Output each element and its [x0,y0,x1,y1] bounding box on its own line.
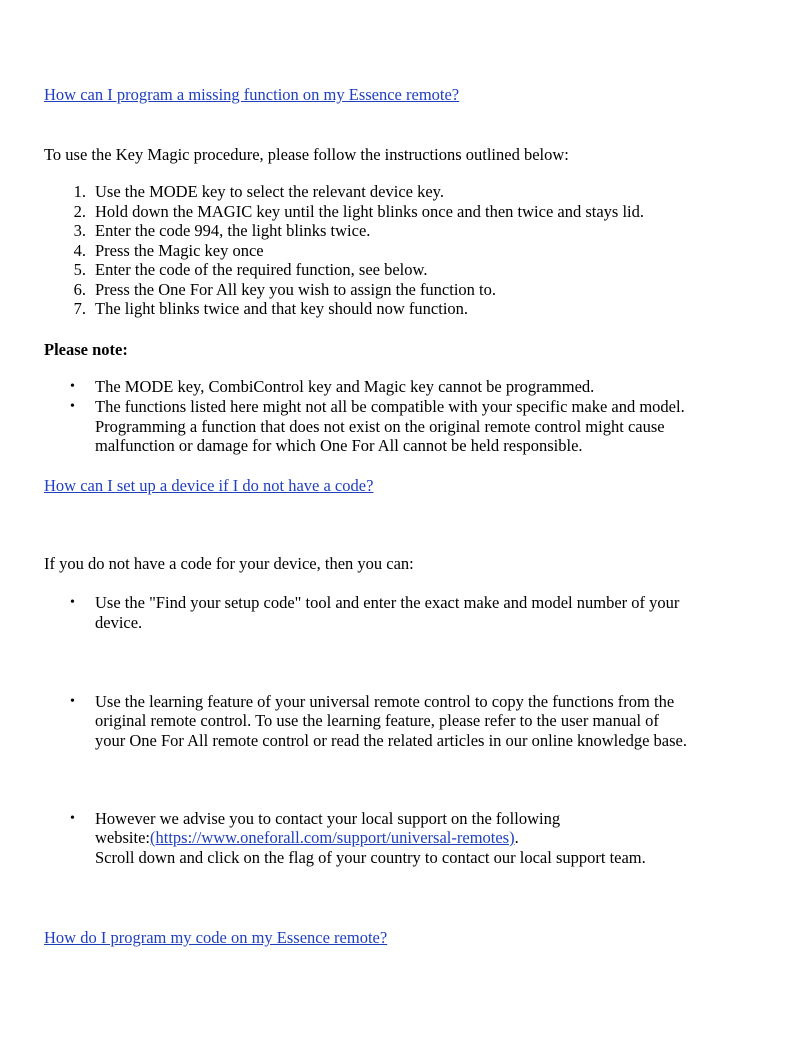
note-item [0,377,808,397]
option-text-continued: your One For All remote control or read the related articles in our online knowledge base. [95,731,687,750]
step-number: 6. [73,280,86,299]
option-learning-feature [0,692,808,712]
option-text-continued: original remote control. To use the learning feature, please refer to the user manual of [95,711,659,730]
step-number: 5. [73,260,86,279]
bullet-icon: • [70,694,75,709]
step-item [0,260,808,280]
step-text: Use the MODE key to select the relevant device key. [95,182,444,201]
step-number: 3. [73,221,86,240]
support-website-line [95,828,519,848]
step-item [0,280,808,300]
step-text: Hold down the MAGIC key until the light blinks once and then twice and stays lid. [95,202,645,221]
step-number: 1. [73,182,86,201]
support-url-link[interactable]: (https://www.oneforall.com/support/universal-remotes) [150,828,515,847]
step-item [0,202,808,222]
step-number: 7. [73,299,86,318]
bullet-icon: • [70,811,75,826]
step-text: Press the One For All key you wish to assign the function to. [95,280,497,299]
no-code-intro: If you do not have a code for your device, then you can: [44,554,414,573]
option-text: Use the "Find your setup code" tool and enter the exact make and model number of your [95,593,680,612]
note-text: The MODE key, CombiControl key and Magic key cannot be programmed. [95,377,595,396]
bullet-icon: • [70,379,75,394]
note-text: The functions listed here might not all be compatible with your specific make and model. [95,397,685,416]
faq-link-missing-function[interactable]: How can I program a missing function on my Essence remote? [44,85,460,104]
website-prefix: website: [95,828,150,847]
bullet-icon: • [70,399,75,414]
faq-link-program-code[interactable]: How do I program my code on my Essence remote? [44,928,388,947]
step-item [0,241,808,261]
step-item [0,182,808,202]
key-magic-intro: To use the Key Magic procedure, please follow the instructions outlined below: [44,145,569,164]
step-text: Enter the code 994, the light blinks twice. [95,221,371,240]
please-note-heading: Please note: [44,340,128,359]
option-text-continued: device. [95,613,143,632]
faq-link-no-code[interactable]: How can I set up a device if I do not have a code? [44,476,374,495]
note-text-continued: malfunction or damage for which One For All cannot be held responsible. [95,436,583,455]
website-suffix: . [514,828,519,847]
step-item [0,221,808,241]
option-find-setup-code [0,593,808,613]
step-number: 4. [73,241,86,260]
option-text-continued: Scroll down and click on the flag of your country to contact our local support team. [95,848,646,867]
option-local-support [0,809,808,829]
bullet-icon: • [70,595,75,610]
option-text: However we advise you to contact your local support on the following [95,809,561,828]
step-number: 2. [73,202,86,221]
note-item [0,397,808,417]
step-item [0,299,808,319]
step-text: The light blinks twice and that key should now function. [95,299,469,318]
step-text: Press the Magic key once [95,241,264,260]
option-text: Use the learning feature of your universal remote control to copy the functions from the [95,692,675,711]
note-text-continued: Programming a function that does not exist on the original remote control might cause [95,417,665,436]
step-text: Enter the code of the required function, see below. [95,260,428,279]
